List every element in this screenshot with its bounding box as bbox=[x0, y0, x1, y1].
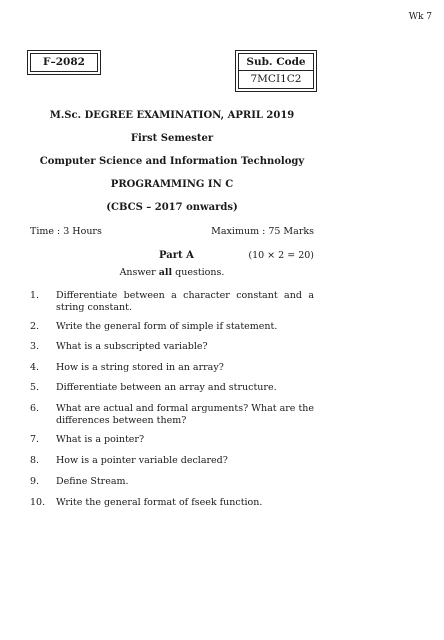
instruction-pre: Answer bbox=[119, 267, 159, 278]
question-item bbox=[30, 403, 314, 426]
exam-title: M.Sc. DEGREE EXAMINATION, APRIL 2019 bbox=[49, 110, 295, 121]
question-number: 10. bbox=[30, 497, 46, 508]
question-item bbox=[30, 290, 314, 313]
program-name: Computer Science and Information Technology bbox=[39, 156, 305, 167]
paper-code-box: F–2082 bbox=[30, 53, 98, 72]
question-text: Define Stream. bbox=[56, 476, 129, 487]
max-marks: Maximum : 75 Marks bbox=[211, 226, 314, 237]
scheme: (CBCS – 2017 onwards) bbox=[106, 202, 238, 213]
question-item bbox=[30, 434, 314, 446]
question-number: 3. bbox=[30, 341, 40, 352]
question-text: Write the general form of simple if statement. bbox=[56, 321, 278, 332]
question-item bbox=[30, 362, 314, 374]
part-title: Part A bbox=[159, 250, 194, 261]
question-number: 6. bbox=[30, 403, 40, 414]
semester: First Semester bbox=[130, 133, 214, 144]
instruction bbox=[0, 267, 344, 278]
instruction-bold: all bbox=[158, 267, 173, 278]
sub-code-label: Sub. Code bbox=[239, 54, 313, 71]
question-text: Write the general format of fseek function. bbox=[56, 497, 263, 508]
question-item bbox=[30, 455, 314, 467]
question-number: 5. bbox=[30, 382, 40, 393]
question-item bbox=[30, 497, 314, 509]
question-number: 9. bbox=[30, 476, 40, 487]
instruction-post: questions. bbox=[172, 267, 225, 278]
question-number: 4. bbox=[30, 362, 40, 373]
sub-code-box bbox=[238, 53, 314, 89]
question-text: What is a pointer? bbox=[56, 434, 145, 445]
question-text: Differentiate between an array and structure. bbox=[56, 382, 277, 393]
question-item bbox=[30, 476, 314, 488]
question-text: What is a subscripted variable? bbox=[56, 341, 208, 352]
sub-code-value: 7MCI1C2 bbox=[250, 73, 302, 85]
question-number: 2. bbox=[30, 321, 40, 332]
exam-time: Time : 3 Hours bbox=[30, 226, 102, 237]
question-number: 1. bbox=[30, 290, 40, 301]
question-text: How is a string stored in an array? bbox=[56, 362, 224, 373]
question-text: How is a pointer variable declared? bbox=[56, 455, 228, 466]
part-marks: (10 × 2 = 20) bbox=[248, 250, 314, 261]
course-title: PROGRAMMING IN C bbox=[110, 179, 234, 190]
page-corner-label: Wk 7 bbox=[408, 12, 432, 22]
question-text: What are actual and formal arguments? What are the differences between them? bbox=[56, 403, 315, 426]
question-text: Differentiate between a character constant and a string constant. bbox=[56, 290, 314, 313]
question-number: 7. bbox=[30, 434, 40, 445]
question-item bbox=[30, 321, 314, 333]
question-item bbox=[30, 341, 314, 353]
question-number: 8. bbox=[30, 455, 40, 466]
question-item bbox=[30, 382, 314, 394]
